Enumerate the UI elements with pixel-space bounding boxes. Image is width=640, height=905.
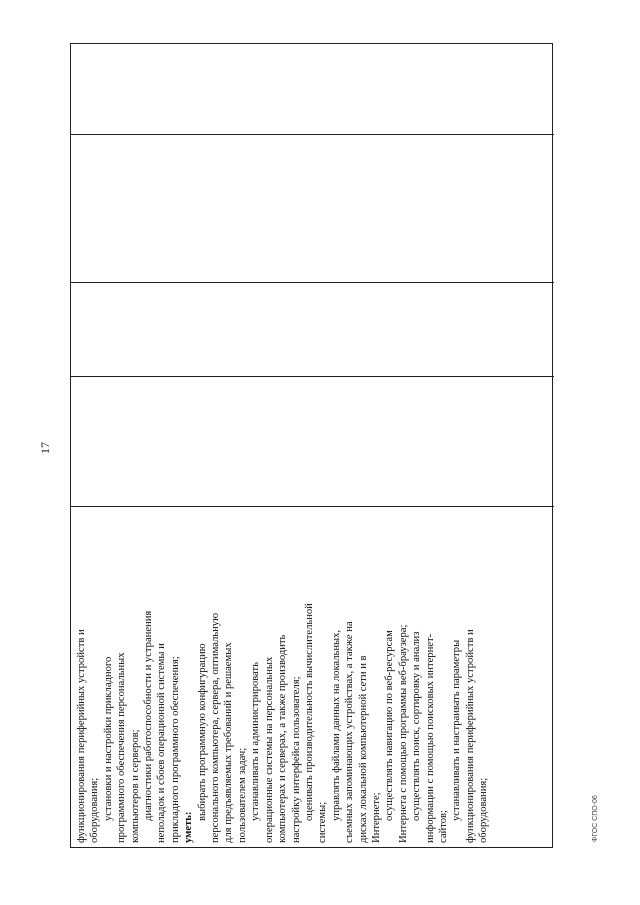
text-line: уметь: bbox=[183, 811, 195, 843]
text-line: для предъявляемых требований и решаемых bbox=[223, 642, 235, 843]
text-line: персонального компьютера, сервера, оптимальную bbox=[210, 612, 222, 843]
column-divider bbox=[71, 506, 554, 507]
competency-text-cell bbox=[75, 513, 550, 843]
text-line: устанавливать и администрировать bbox=[250, 662, 262, 821]
competency-table bbox=[70, 43, 553, 848]
footer-mark: ФГОС СПО-06 bbox=[592, 795, 599, 842]
text-line: пользователем задач; bbox=[236, 747, 248, 843]
text-line: установки и настройки прикладного bbox=[102, 656, 114, 821]
text-line: программного обеспечения персональных bbox=[116, 652, 128, 843]
text-line: компьютерах и серверах, а также производить bbox=[277, 634, 289, 843]
text-line: осуществлять поиск, сортировку и анализ bbox=[411, 631, 423, 821]
text-line: оборудования; bbox=[89, 777, 101, 843]
table-row bbox=[71, 42, 554, 847]
text-line: Интернета с помощью программы веб-браузера; bbox=[397, 624, 409, 843]
text-line: прикладного программного обеспечения; bbox=[169, 656, 181, 843]
rotated-table-area bbox=[70, 43, 553, 848]
column-divider bbox=[71, 134, 554, 135]
text-line: информации с помощью поисковых интернет- bbox=[424, 633, 436, 843]
text-line: функционирования периферийных устройств и bbox=[76, 629, 87, 843]
column-divider bbox=[71, 376, 554, 377]
text-line: оборудования; bbox=[478, 777, 490, 843]
text-line: диагностики работоспособности и устранения bbox=[143, 610, 155, 821]
text-line: съемных запоминающих устройствах, а также на bbox=[344, 621, 356, 843]
text-line: устанавливать и настраивать параметры bbox=[451, 639, 463, 821]
text-line: системы; bbox=[317, 801, 329, 843]
text-line: функционирования периферийных устройств и bbox=[464, 629, 476, 843]
text-line: настройку интерфейса пользователя; bbox=[290, 676, 302, 843]
text-line: выбирать программную конфигурацию bbox=[196, 643, 208, 821]
text-line: сайтов; bbox=[437, 810, 449, 843]
page-number: 17 bbox=[38, 442, 52, 454]
text-line: осуществлять навигацию по веб-ресурсам bbox=[384, 630, 396, 821]
text-line: неполадок и сбоев операционной системы и bbox=[156, 643, 168, 843]
column-divider bbox=[71, 282, 554, 283]
text-line: оценивать производительность вычислительной bbox=[303, 603, 315, 821]
text-line: операционные системы на персональных bbox=[263, 656, 275, 843]
text-line: Интернете; bbox=[370, 792, 382, 843]
text-line: дисках локальной компьютерной сети и в bbox=[357, 655, 369, 843]
text-line: управлять файлами данных на локальных, bbox=[330, 629, 342, 821]
text-line: компьютеров и серверов; bbox=[129, 729, 141, 843]
